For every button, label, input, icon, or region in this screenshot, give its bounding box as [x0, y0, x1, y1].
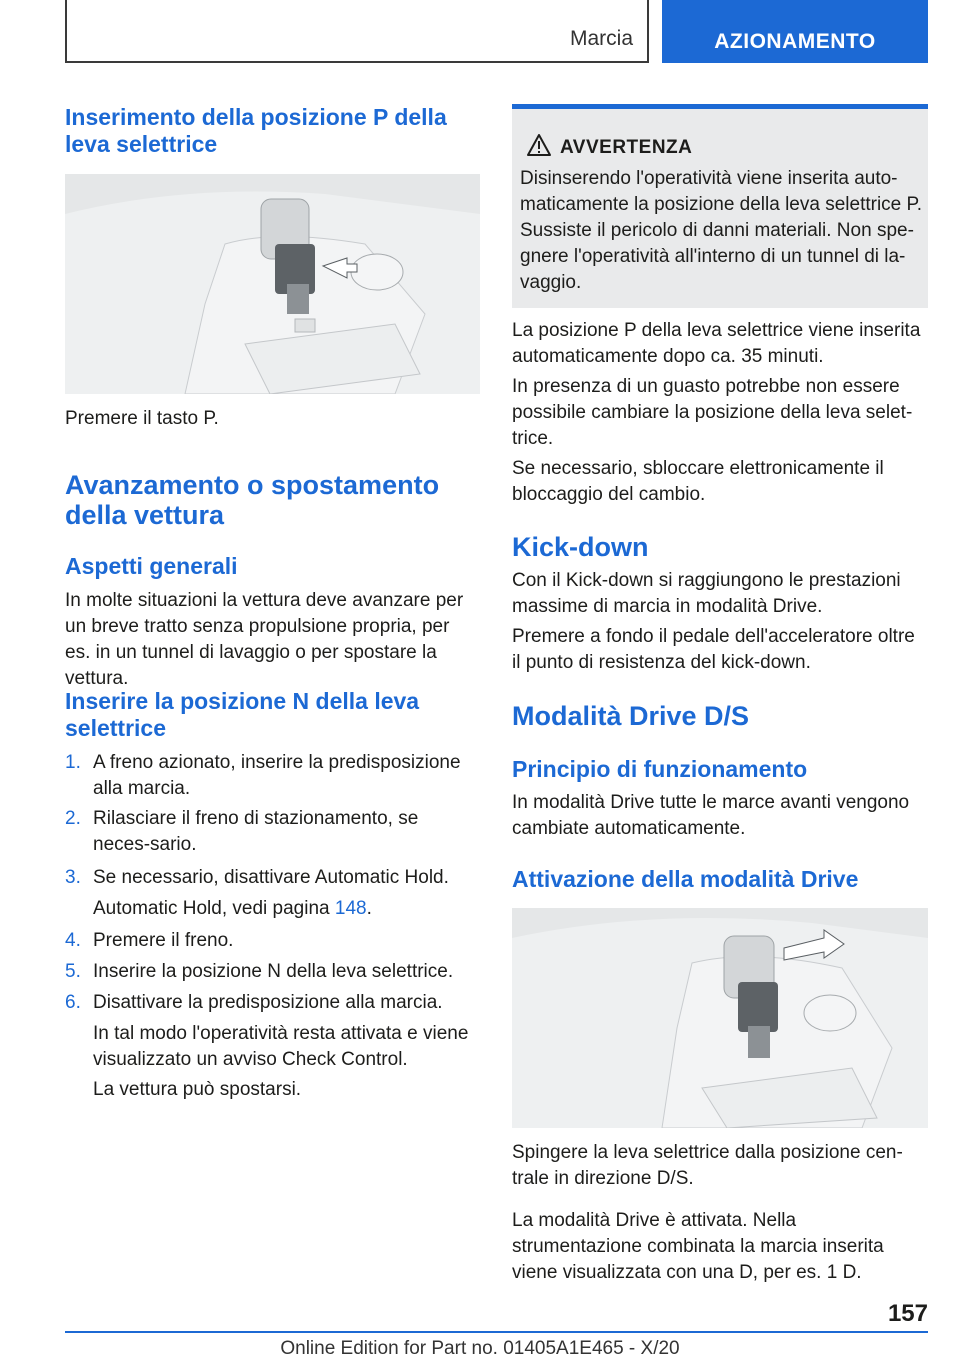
heading-neutral-position: Inserire la posizione N della leva selettrice: [65, 688, 420, 741]
heading-park-position: Inserimento della posizione P della leva selettrice: [65, 104, 447, 157]
illustration-park-button: [65, 174, 480, 394]
heading-activation: Attivazione della modalità Drive: [512, 866, 859, 892]
illustration-drive-lever: [512, 908, 928, 1128]
step-reference: Automatic Hold, vedi pagina 148.: [93, 898, 372, 919]
list-item: 5. Inserire la posizione N della leva selettrice.: [65, 961, 454, 982]
caption-push-lever: Spingere la leva selettrice dalla posizione cen-trale in direzione D/S.: [512, 1142, 903, 1189]
warning-title: AVVERTENZA: [560, 137, 693, 158]
header-section-box: [65, 0, 649, 63]
heading-drive-mode: Modalità Drive D/S: [512, 701, 750, 731]
paragraph-auto-park: La posizione P della leva selettrice viene inserita automaticamente dopo ca. 35 minuti.: [512, 320, 921, 367]
chapter-tab: AZIONAMENTO: [662, 0, 928, 63]
warning-triangle-icon: [526, 133, 552, 162]
list-item: 3. Se necessario, disattivare Automatic Hold.: [65, 867, 449, 888]
paragraph-kick-down-1: Con il Kick-down si raggiungono le prestazioni massime di marcia in modalità Drive.: [512, 570, 901, 617]
caption-press-p: Premere il tasto P.: [65, 408, 219, 429]
page-link-148[interactable]: 148: [334, 898, 367, 919]
heading-moving-vehicle: Avanzamento o spostamento della vettura: [65, 470, 440, 530]
heading-kick-down: Kick-down: [512, 532, 649, 562]
list-item: 6. Disattivare la predisposizione alla marcia.: [65, 992, 443, 1013]
warning-box: [512, 104, 928, 308]
paragraph-unlock: Se necessario, sbloccare elettronicamente il bloccaggio del cambio.: [512, 458, 884, 505]
footer-edition: Online Edition for Part no. 01405A1E465 - X/20: [280, 1338, 680, 1359]
list-item: 4. Premere il freno.: [65, 930, 234, 951]
step-note: La vettura può spostarsi.: [93, 1079, 302, 1100]
paragraph-fault: In presenza di un guasto potrebbe non essere possibile cambiare la posizione della leva selet-trice.: [512, 376, 913, 449]
paragraph-drive-activated: La modalità Drive è attivata. Nella strumentazione combinata la marcia inserita viene visualizzata con una D, per es. 1 D.: [512, 1210, 884, 1283]
paragraph-principle: In modalità Drive tutte le marce avanti vengono cambiate automaticamente.: [512, 792, 910, 839]
heading-principle: Principio di funzionamento: [512, 756, 808, 782]
footer-divider: [65, 1331, 928, 1333]
general-paragraph: In molte situazioni la vettura deve avanzare per un breve tratto senza propulsione propria, per es. in un tunnel di lavaggio o per spostare la vettura.: [65, 590, 464, 689]
warning-text: Disinserendo l'operatività viene inserita auto-maticamente la posizione della leva selettrice P. Sussiste il pericolo di danni materiali. Non spe-gnere l'operatività all'interno di un tunnel di la-vaggio.: [520, 168, 923, 293]
list-item: 2. Rilasciare il freno di stazionamento, se neces-sario.: [65, 808, 419, 855]
list-item: 1. A freno azionato, inserire la predisposizione alla marcia.: [65, 752, 461, 799]
step-note: In tal modo l'operatività resta attivata e viene visualizzato un avviso Check Control.: [93, 1023, 469, 1070]
heading-general: Aspetti generali: [65, 553, 238, 579]
page-number: 157: [887, 1300, 928, 1327]
paragraph-kick-down-2: Premere a fondo il pedale dell'acceleratore oltre il punto di resistenza del kick-down.: [512, 626, 915, 673]
section-title: Marcia: [569, 27, 633, 50]
